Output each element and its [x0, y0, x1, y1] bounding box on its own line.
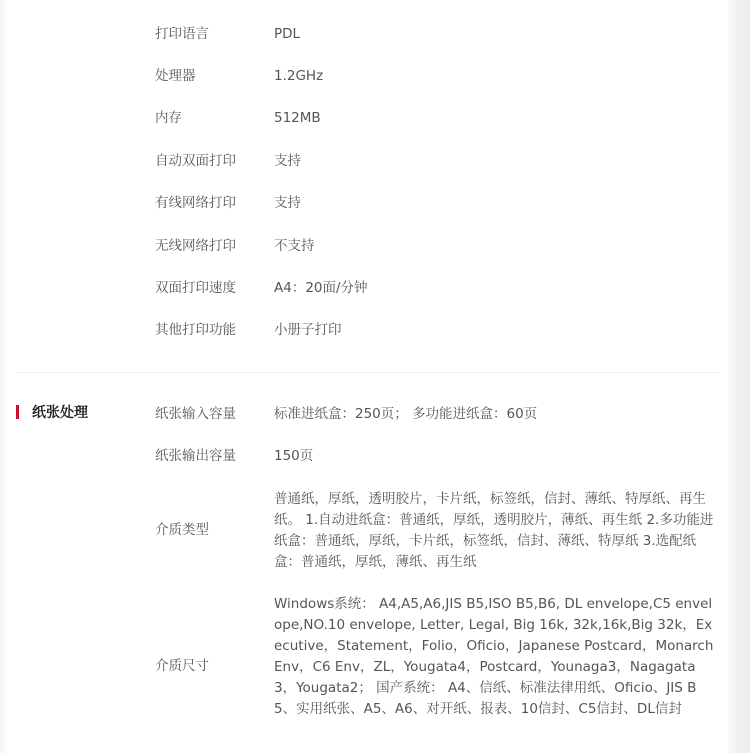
left-margin — [0, 0, 8, 753]
spec-label: 其他打印功能 — [155, 322, 236, 338]
section-title-text: 纸张处理 — [32, 405, 88, 421]
spec-value: 512MB — [274, 110, 321, 126]
spec-label: 介质类型 — [155, 522, 209, 538]
spec-label: 纸张输入容量 — [155, 406, 236, 422]
spec-value: PDL — [274, 26, 301, 42]
spec-label: 纸张输出容量 — [155, 448, 236, 464]
spec-value: 支持 — [274, 195, 301, 211]
spec-value: 不支持 — [274, 238, 315, 254]
spec-label: 打印语言 — [155, 26, 209, 42]
spec-label: 内存 — [155, 110, 182, 126]
spec-label: 自动双面打印 — [155, 153, 236, 169]
spec-value: 150页 — [274, 448, 314, 464]
spec-value: 小册子打印 — [274, 322, 342, 338]
spec-label: 介质尺寸 — [155, 658, 209, 674]
spec-label: 处理器 — [155, 68, 196, 84]
spec-value: Windows系统： A4,A5,A6,JIS B5,ISO B5,B6, DL envelope,C5 envelope,NO.10 envelope, Letter, Legal, Big 16k, 32k,16k,Big 32k，Executive，Statement，Folio，Oficio，Japanese Postcard，Monarch Env，C6 Env，ZL，Yougata4，Postcard，Younaga3，Nagagata3，Yougata2； 国产系统： A4、信纸、标准法律用纸、Oficio、JIS B5、实用纸张、A5、A6、对开纸、报表、10信封、C5信封、DL信封 — [274, 596, 714, 717]
section-title — [16, 402, 88, 422]
scrollbar-track[interactable] — [728, 0, 750, 753]
spec-label: 双面打印速度 — [155, 280, 236, 296]
spec-label: 无线网络打印 — [155, 238, 236, 254]
spec-value: 普通纸，厚纸，透明胶片，卡片纸，标签纸，信封、薄纸、特厚纸、再生纸。 1.自动进纸盒：普通纸，厚纸，透明胶片，薄纸、再生纸 2.多功能进纸盒：普通纸，厚纸，卡片纸，标签纸，信封、薄纸、特厚纸 3.选配纸盒：普通纸，厚纸，薄纸、再生纸 — [274, 491, 714, 570]
spec-value: 标准进纸盒：250页； 多功能进纸盒：60页 — [274, 406, 538, 422]
spec-value: A4：20面/分钟 — [274, 280, 368, 296]
spec-label: 有线网络打印 — [155, 195, 236, 211]
spec-value: 支持 — [274, 153, 301, 169]
section-divider — [16, 372, 720, 373]
section-accent-bar — [16, 405, 19, 419]
spec-value: 1.2GHz — [274, 68, 324, 84]
